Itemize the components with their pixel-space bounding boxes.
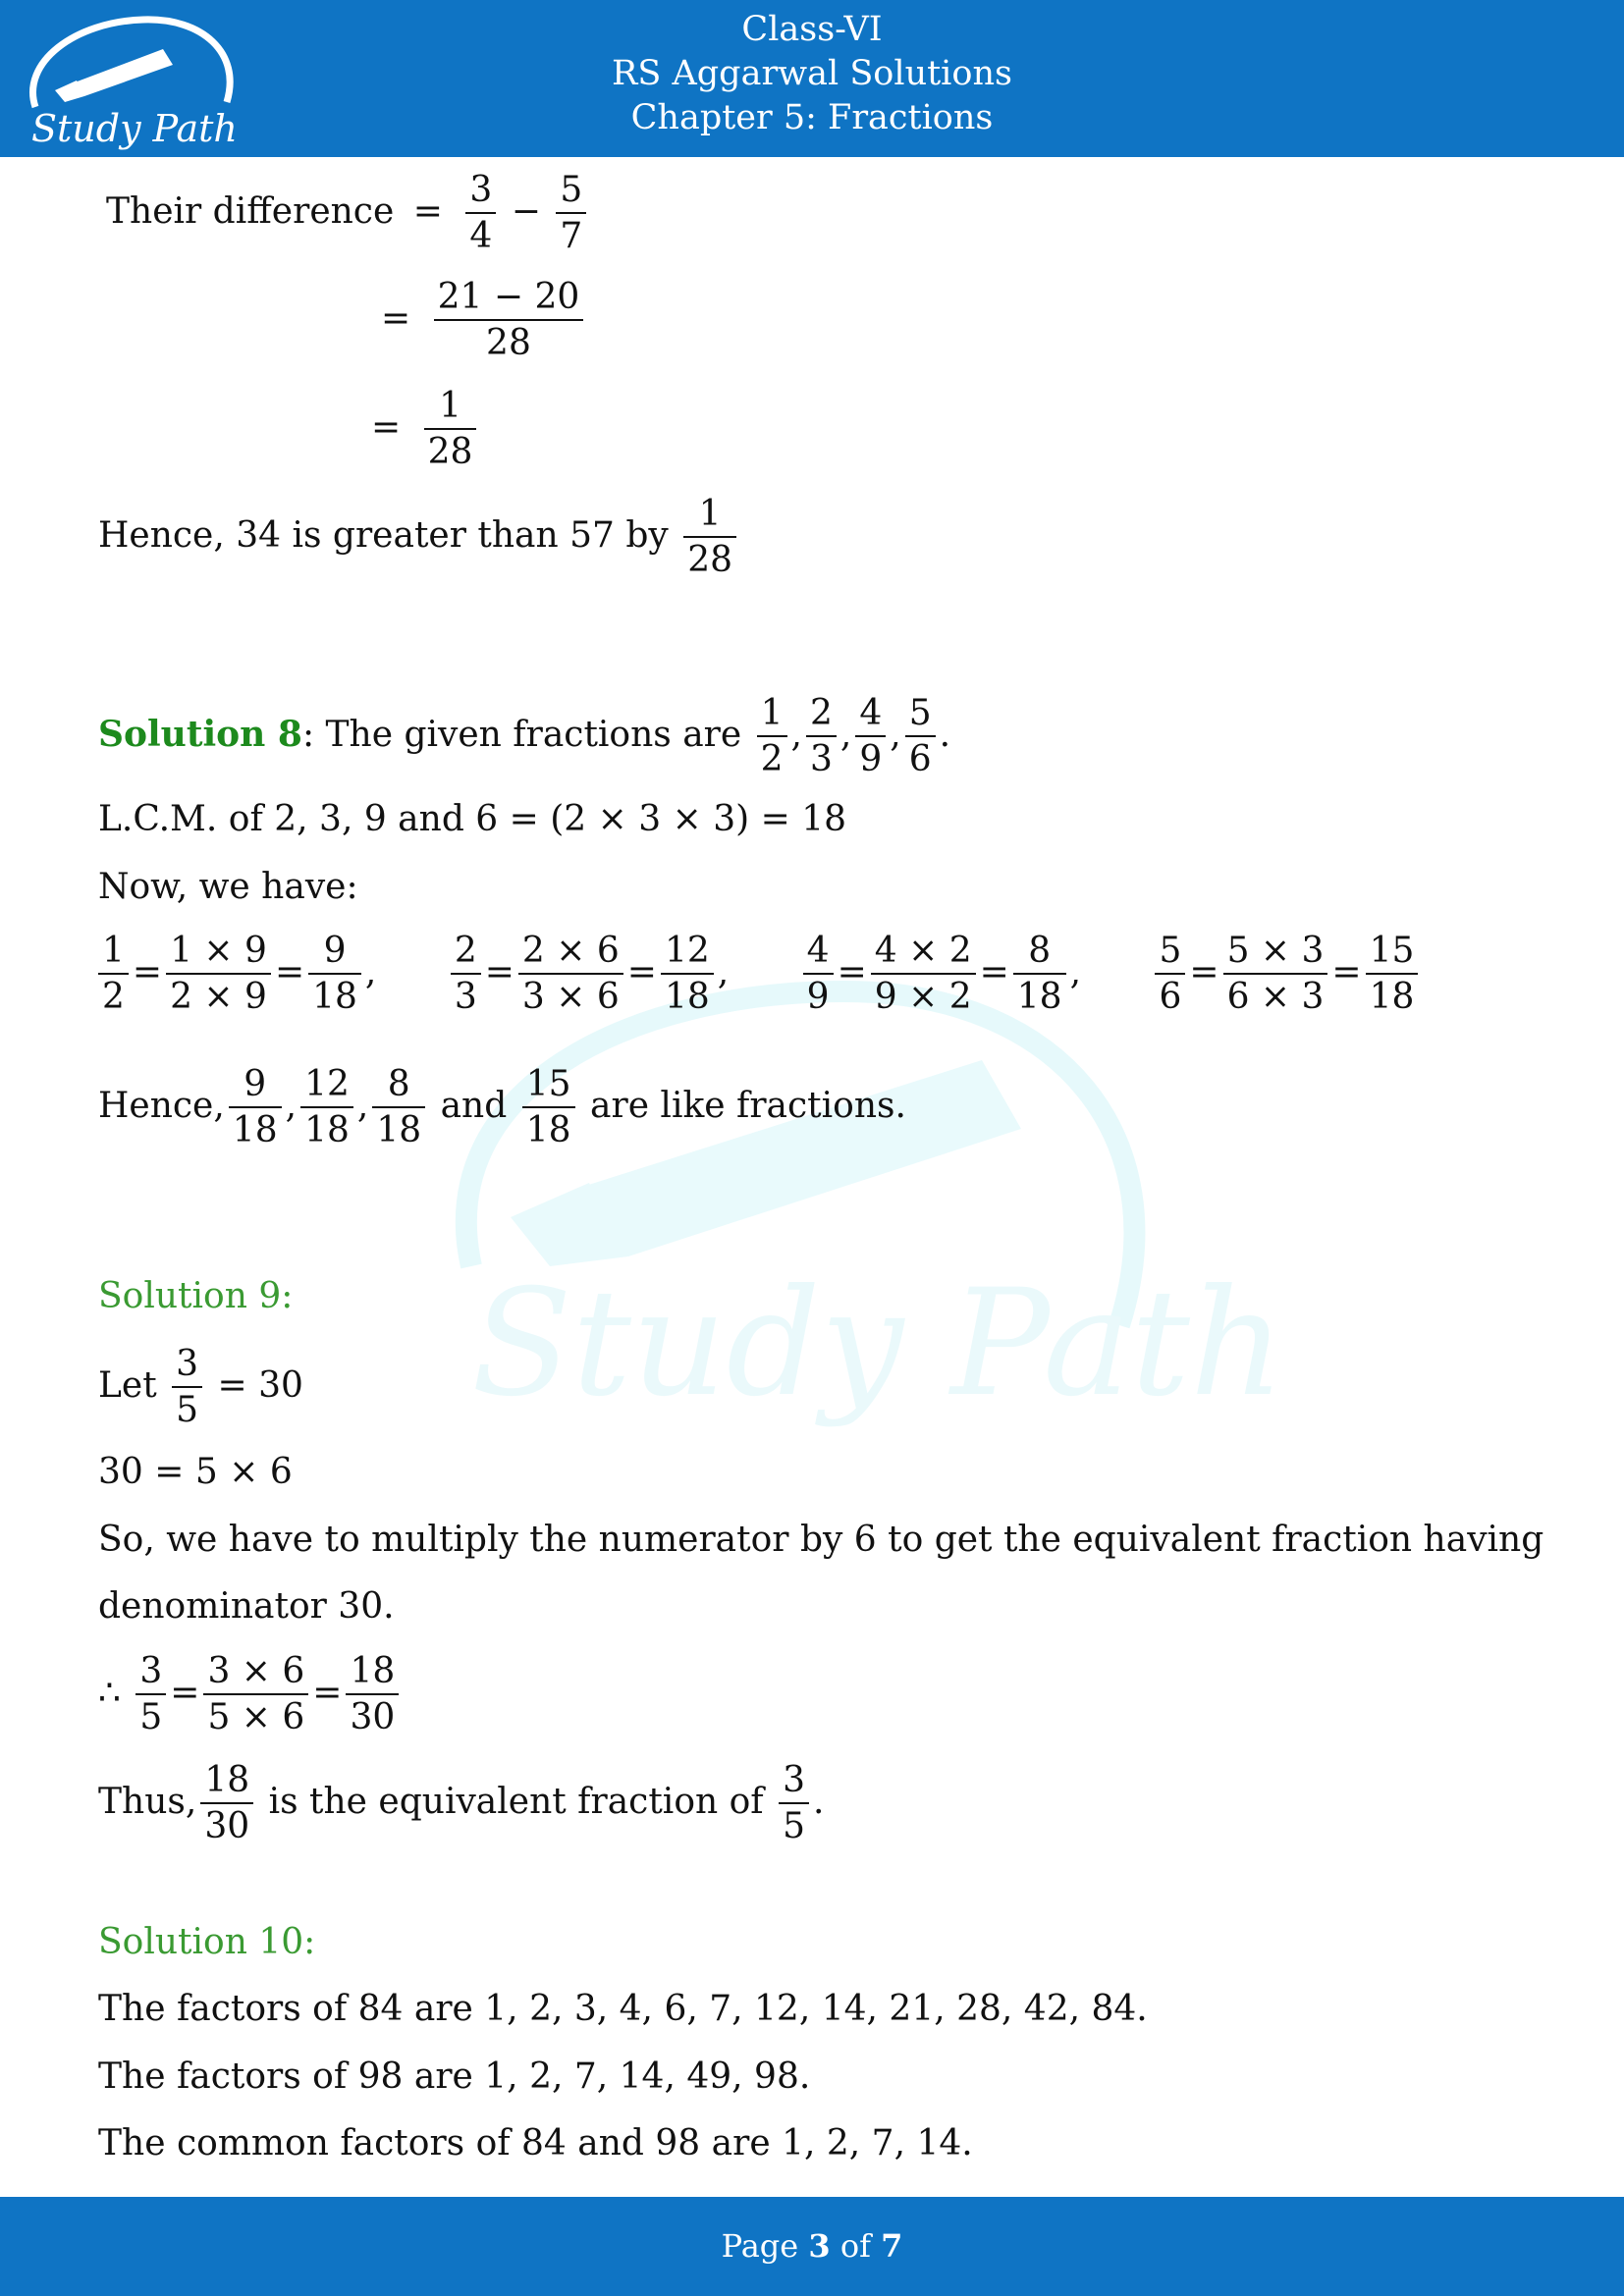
like-fractions-line: Hence, $\frac{9}{18}$ , $\frac{12}{18}$ , $\frac{8}{18}$ and $\frac{15}{18}$ are like fractions. — [98, 1063, 906, 1153]
fraction: $\frac{1}{28}$ — [424, 385, 477, 475]
fraction: $\frac{12}{18}$ — [300, 1063, 353, 1153]
fraction: $\frac{4 \times 2}{9 \times 2}$ — [871, 930, 976, 1020]
fraction: $\frac{5 \times 3}{6 \times 3}$ — [1223, 930, 1328, 1020]
fraction: $\frac{12}{18}$ — [661, 930, 714, 1020]
page-number: 3 — [808, 2227, 831, 2265]
svg-text:Study Path: Study Path — [31, 107, 238, 150]
fraction: $\frac{4}{9}$ — [803, 930, 834, 1020]
factors-84-line: The factors of 84 are 1, 2, 3, 4, 6, 7, 12, 14, 21, 28, 42, 84. — [98, 1989, 1148, 2029]
page-total: 7 — [881, 2227, 903, 2265]
fraction: $\frac{3}{5}$ — [172, 1343, 202, 1433]
fraction: $\frac{9}{18}$ — [229, 1063, 282, 1153]
fraction: $\frac{18}{30}$ — [346, 1650, 399, 1740]
header-chapter: Chapter 5: Fractions — [630, 98, 994, 137]
fraction: $\frac{3 \times 6}{5 \times 6}$ — [203, 1650, 308, 1740]
fraction: $\frac{8}{18}$ — [1013, 930, 1066, 1020]
solution-8-intro: Solution 8: The given fractions are $\frac{1}{2}$ , $\frac{2}{3}$ , $\frac{4}{9}$ , $\frac{5}{6}$ . — [98, 692, 950, 782]
let-line: Let $\frac{3}{5}$ = 30 — [98, 1343, 303, 1433]
solution-8-heading: Solution 8 — [98, 714, 302, 755]
conversion-row: $\frac{1}{2}$ = $\frac{1 \times 9}{2 \times 9}$ = $\frac{9}{18}$ , $\frac{2}{3}$ = $\frac{2 \times 6}{3 \times 6}$ = $\frac{12}{18}$ , $\frac{4}{9}$ = $\frac{4 \times 2}{9 \times 2}$ = $\frac{8}{18}$ , $\frac{5}{6}$ = $\frac{5 \times 3}{6 \times 3}$ = $\frac{15}{18}$ — [94, 930, 1422, 1020]
fraction: $\frac{1}{2}$ — [98, 930, 129, 1020]
explanation-line-2: denominator 30. — [98, 1586, 395, 1627]
difference-step-2: = $\frac{1}{28}$ — [363, 385, 480, 475]
fraction: $\frac{2 \times 6}{3 \times 6}$ — [518, 930, 623, 1020]
header-class: Class-VI — [741, 10, 883, 49]
page-footer: Page 3 of 7 — [0, 2197, 1624, 2296]
fraction: $\frac{1}{2}$ — [757, 692, 787, 782]
difference-line: Their difference = $\frac{3}{4}$ − $\frac{5}{7}$ — [106, 169, 590, 259]
lcm-line: L.C.M. of 2, 3, 9 and 6 = (2 × 3 × 3) = 18 — [98, 799, 847, 839]
fraction: $\frac{5}{7}$ — [556, 169, 586, 259]
fraction: $\frac{3}{4}$ — [465, 169, 496, 259]
study-path-watermark — [432, 972, 1285, 1463]
solution-10-heading-line: Solution 10: — [98, 1922, 316, 1962]
difference-step-1: = $\frac{21 - 20}{28}$ — [373, 276, 587, 366]
factors-98-line: The factors of 98 are 1, 2, 7, 14, 49, 98. — [98, 2056, 811, 2097]
now-line: Now, we have: — [98, 867, 358, 907]
fraction: $\frac{1 \times 9}{2 \times 9}$ — [166, 930, 271, 1020]
page-header — [0, 0, 1624, 157]
therefore-line: ∴ $\frac{3}{5}$ = $\frac{3 \times 6}{5 \times 6}$ = $\frac{18}{30}$ — [98, 1650, 403, 1740]
fraction: $\frac{15}{18}$ — [522, 1063, 575, 1153]
solution-10-heading: Solution 10 — [98, 1922, 304, 1962]
solution-9-heading-line: Solution 9: — [98, 1276, 294, 1316]
svg-text:Study Path: Study Path — [471, 1258, 1285, 1429]
factorization-line: 30 = 5 × 6 — [98, 1452, 293, 1492]
fraction: $\frac{1}{28}$ — [683, 493, 736, 583]
fraction: $\frac{8}{18}$ — [372, 1063, 425, 1153]
fraction: $\frac{4}{9}$ — [855, 692, 886, 782]
thus-line: Thus, $\frac{18}{30}$ is the equivalent fraction of $\frac{3}{5}$ . — [98, 1759, 824, 1849]
fraction: $\frac{15}{18}$ — [1366, 930, 1419, 1020]
fraction: $\frac{5}{6}$ — [905, 692, 936, 782]
fraction: $\frac{18}{30}$ — [200, 1759, 253, 1849]
common-factors-line: The common factors of 84 and 98 are 1, 2, 7, 14. — [98, 2123, 973, 2163]
fraction: $\frac{2}{3}$ — [806, 692, 837, 782]
fraction: $\frac{3}{5}$ — [779, 1759, 809, 1849]
fraction: $\frac{3}{5}$ — [135, 1650, 166, 1740]
fraction: $\frac{2}{3}$ — [451, 930, 481, 1020]
explanation-line-1: So, we have to multiply the numerator by 6 to get the equivalent fraction having — [98, 1520, 1544, 1560]
header-book: RS Aggarwal Solutions — [612, 54, 1012, 93]
fraction: $\frac{9}{18}$ — [308, 930, 361, 1020]
solution-9-heading: Solution 9 — [98, 1276, 282, 1316]
fraction: $\frac{5}{6}$ — [1155, 930, 1185, 1020]
fraction: $\frac{21 - 20}{28}$ — [434, 276, 584, 366]
previous-conclusion: Hence, 34 is greater than 57 by $\frac{1}{28}$ — [98, 493, 740, 583]
